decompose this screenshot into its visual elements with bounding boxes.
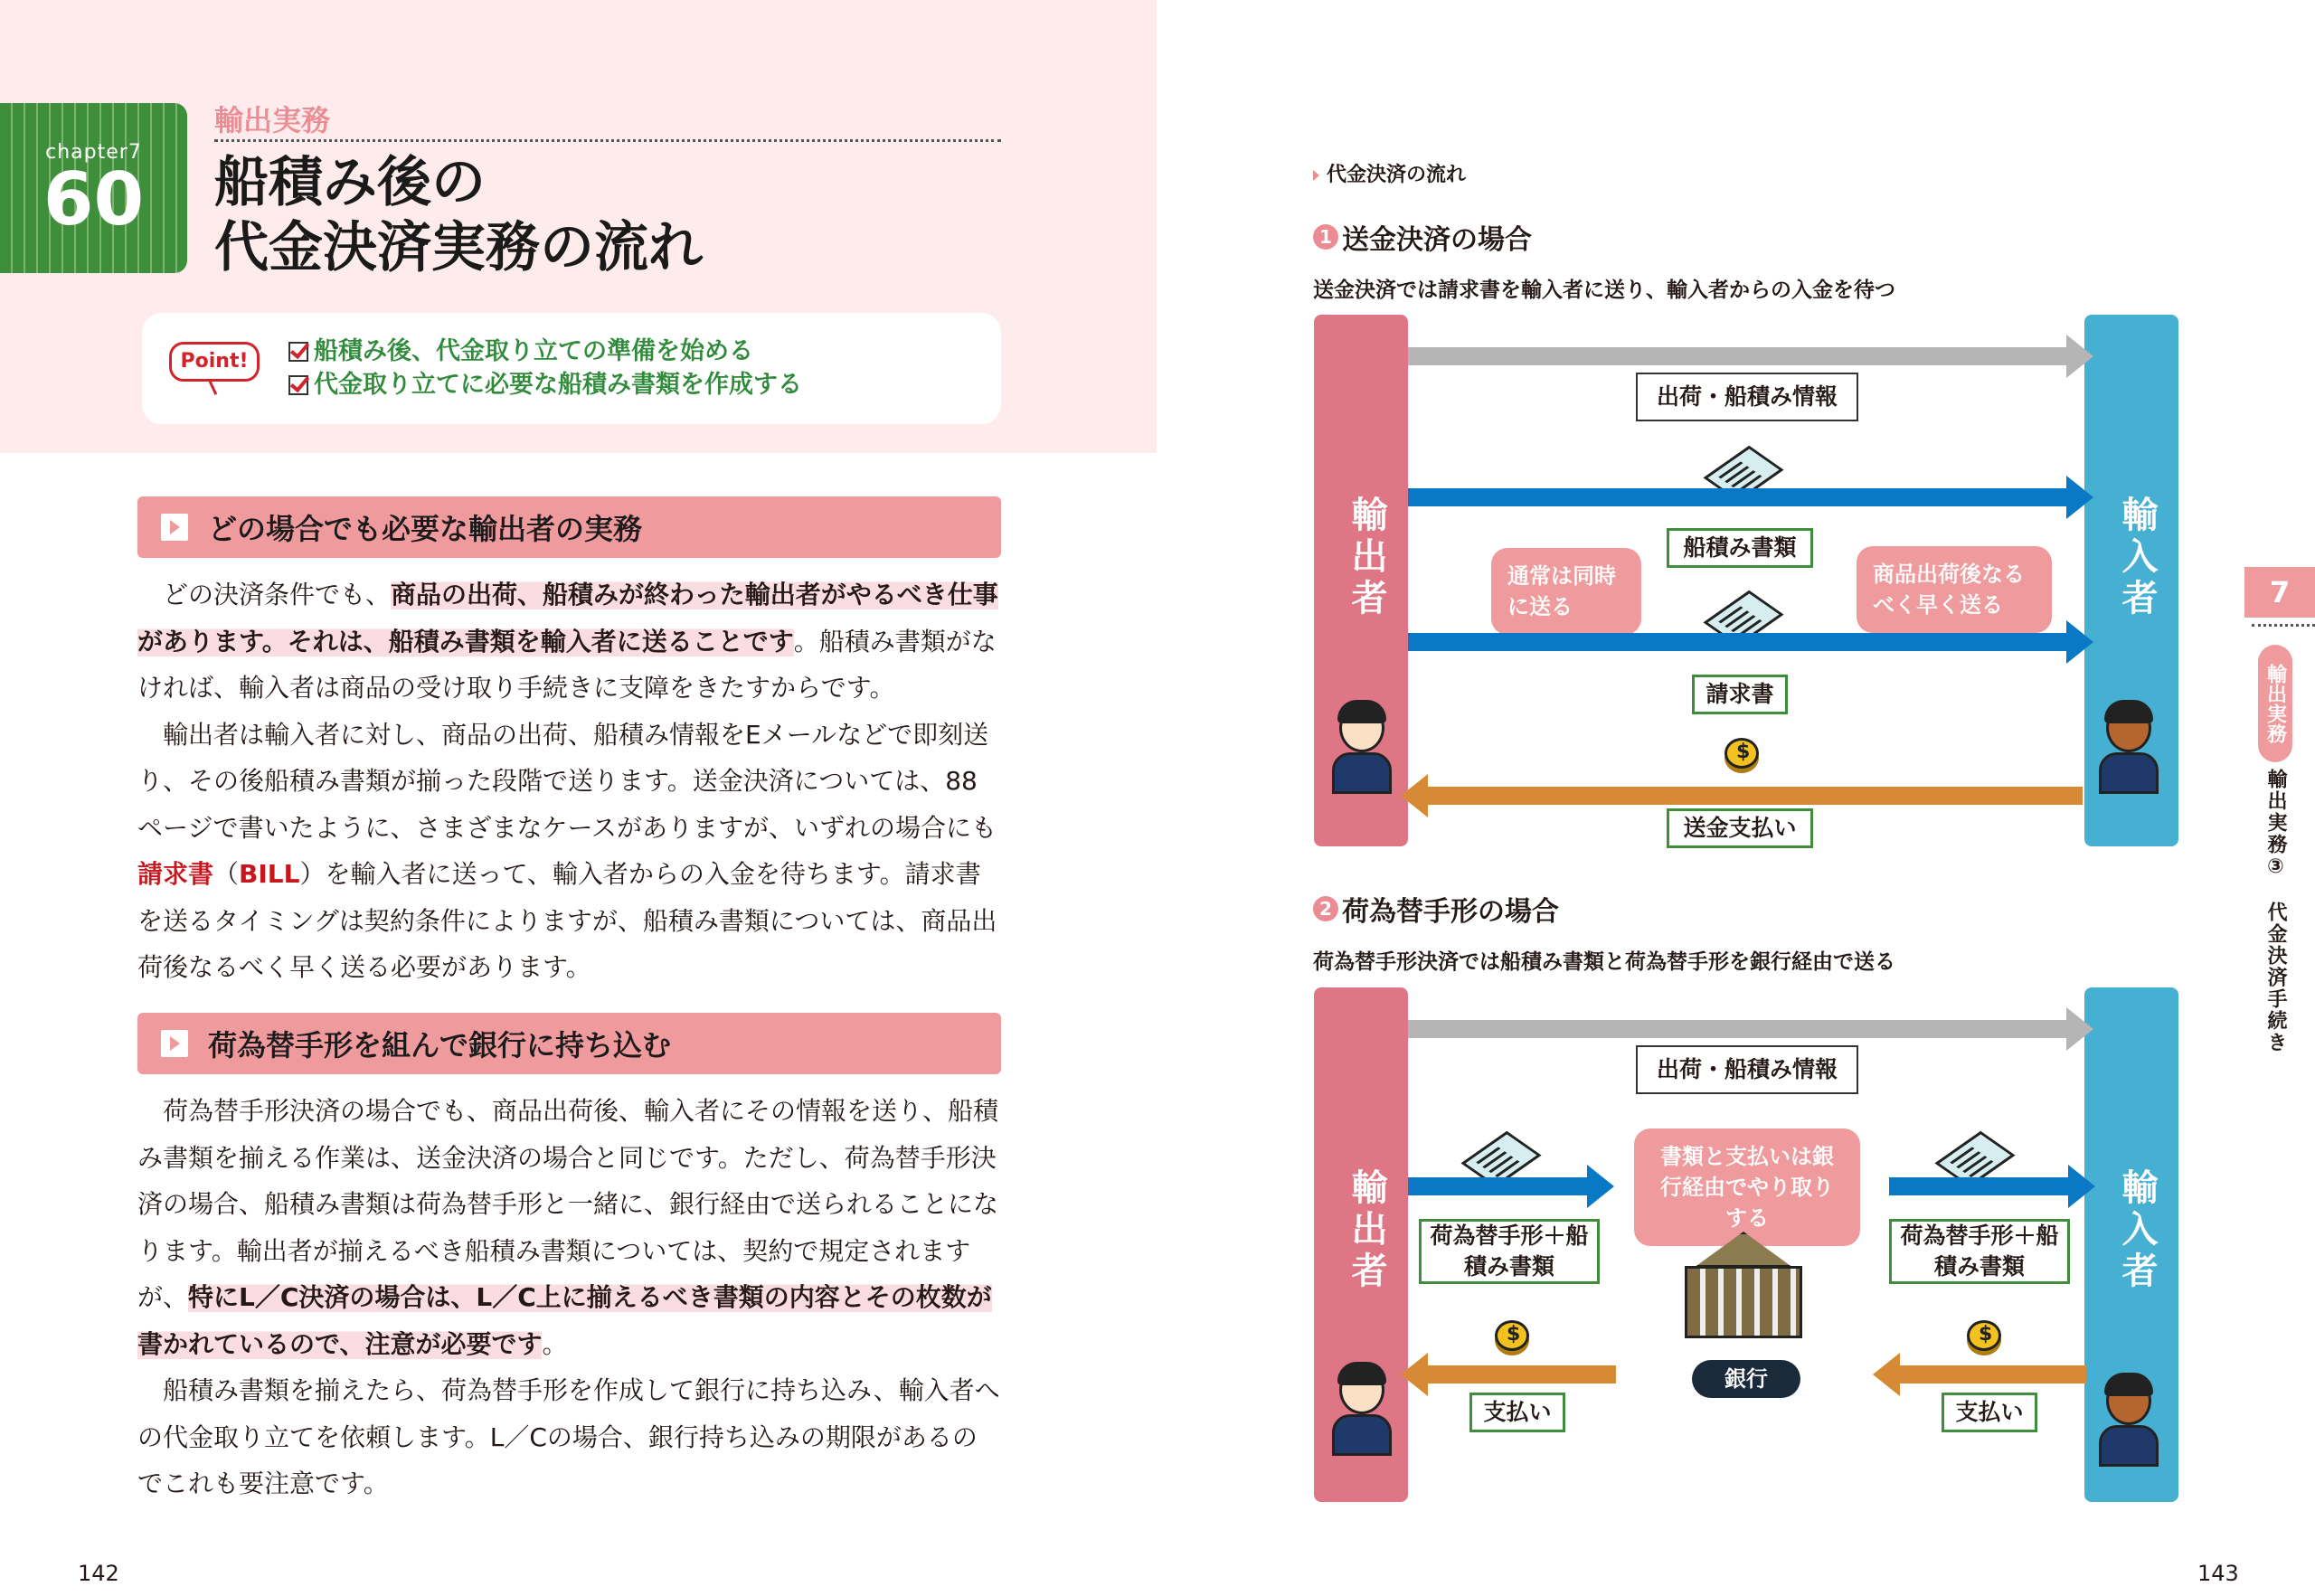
importer-label: 輸入者 (2116, 496, 2158, 620)
info-label: 出荷・船積み情報 (1636, 1045, 1858, 1094)
coin-icon (1967, 1320, 2001, 1351)
diagram2-description: 荷為替手形決済では船積み書類と荷為替手形を銀行経由で送る (1313, 950, 1895, 974)
diagram-remittance (1314, 315, 2178, 846)
text: 。 (542, 1328, 568, 1359)
paragraph (137, 712, 1001, 991)
heading-text: 送金決済の場合 (1342, 224, 1532, 256)
payment-label: 送金支払い (1667, 808, 1813, 848)
arrow-right-icon (1408, 633, 2068, 651)
play-icon (161, 1030, 188, 1057)
invoice-label: 請求書 (1692, 675, 1788, 714)
category-tab: 輸出実務 (2258, 645, 2292, 762)
chapter-tab: 7 (2244, 567, 2315, 618)
docs-label: 船積み書類 (1667, 528, 1813, 568)
chapter-number: 60 (43, 157, 145, 241)
heading-text: 荷為替手形の場合 (1342, 896, 1559, 928)
importer-avatar (2099, 704, 2159, 794)
arrow-left-icon (1426, 1365, 1616, 1384)
importer-label: 輸入者 (2116, 1168, 2158, 1293)
diagram2-heading (1313, 889, 1559, 929)
section-heading-1 (137, 496, 1001, 558)
arrow-right-icon (1889, 1177, 2070, 1195)
category-label: 輸出実務 (214, 103, 331, 137)
exporter-avatar (1332, 704, 1392, 794)
payment-label-left: 支払い (1469, 1393, 1565, 1432)
coin-icon (1495, 1320, 1529, 1351)
number-circle-icon: 1 (1313, 224, 1338, 250)
point-item (288, 335, 802, 368)
checkbox-icon (288, 375, 308, 395)
paragraph: 船積み書類を揃えたら、荷為替手形を作成して銀行に持ち込み、輸入者への代金取り立てを依頼します。L／Cの場合、銀行持ち込みの期限があるのでこれも要注意です。 (137, 1375, 1000, 1498)
text: ）を輸入者に送って、輸入者からの入金を待ちます。請求書を送るタイミングは契約条件によりますが、船積み書類については、商品出荷後なるべく早く送る必要があります。 (137, 859, 997, 982)
text: 荷為替手形決済の場合でも、商品出荷後、輸入者にその情報を送り、船積み書類を揃える作業は、送金決済の場合と同じです。ただし、荷為替手形決済の場合、船積み書類は荷為替手形と一緒に、銀行経由で送られることになります。輸出者が揃えるべき船積み書類については、契約で規定されますが、 (137, 1096, 999, 1312)
title-line-1: 船積み後の (214, 151, 486, 214)
figure-title: 代金決済の流れ (1313, 159, 1466, 187)
arrow-right-icon (1408, 1020, 2068, 1038)
point-box (142, 313, 1001, 424)
keyword: 請求書 (137, 859, 214, 889)
arrow-right-icon (1408, 1177, 1589, 1195)
section-body-2 (137, 1088, 1001, 1507)
text: 。船積み書類がなければ、輸入者は商品の受け取り手続きに支障をきたすからです。 (137, 626, 997, 703)
number-circle-icon: 2 (1313, 896, 1338, 921)
diagram1-heading (1313, 217, 1532, 257)
page-number-left: 142 (78, 1561, 119, 1586)
bank-icon (1676, 1232, 1811, 1349)
diagram-documentary-bill (1314, 987, 2178, 1502)
bill-label-left: 荷為替手形＋船積み書類 (1419, 1219, 1600, 1284)
chapter-badge (0, 103, 187, 273)
section-heading-text: どの場合でも必要な輸出者の実務 (208, 512, 643, 546)
text: （ (213, 859, 240, 889)
payment-label-right: 支払い (1942, 1393, 2037, 1432)
exporter-avatar (1332, 1365, 1392, 1456)
section-heading-text: 荷為替手形を組んで銀行に持ち込む (208, 1028, 672, 1062)
arrow-right-icon (1408, 488, 2068, 506)
point-item (288, 368, 802, 401)
paragraph (137, 1088, 1001, 1367)
bill-label-right: 荷為替手形＋船積み書類 (1889, 1219, 2070, 1284)
page-title (214, 150, 703, 280)
coin-icon (1724, 738, 1759, 769)
highlighted-text: 商品の出荷、船積みが終わった輸出者がやるべき仕事があります。それは、船積み書類を輸入者に送ることです (137, 580, 998, 656)
section-heading-2 (137, 1013, 1001, 1074)
paragraph (137, 571, 1001, 712)
checkbox-icon (288, 342, 308, 362)
bank-label: 銀行 (1692, 1360, 1800, 1398)
arrow-right-icon (1408, 347, 2068, 365)
callout-left: 通常は同時に送る (1491, 548, 1641, 635)
info-label: 出荷・船積み情報 (1636, 373, 1858, 421)
highlighted-text: 特にL／C決済の場合は、L／C上に揃えるべき書類の内容とその枚数が書かれているので、注意が必要です (137, 1282, 992, 1359)
text: どの決済条件でも、 (163, 580, 392, 609)
callout-center: 書類と支払いは銀行経由でやり取りする (1634, 1129, 1860, 1246)
page-number-right: 143 (2197, 1561, 2239, 1586)
exporter-label: 輸出者 (1346, 496, 1387, 620)
callout-right: 商品出荷後なるべく早く送る (1857, 546, 2052, 633)
text: 輸出者は輸入者に対し、商品の出荷、船積み情報をEメールなどで即刻送り、その後船積み書類が揃った段階で送ります。送金決済については、88ページで書いたように、さまざまなケースがありますが、いずれの場合にも (137, 719, 997, 843)
play-icon (161, 514, 188, 541)
point-text: 船積み後、代金取り立ての準備を始める (314, 337, 753, 365)
importer-avatar (2099, 1376, 2159, 1467)
keyword: BILL (239, 859, 300, 889)
diagram1-description: 送金決済では請求書を輸入者に送り、輸入者からの入金を待つ (1313, 279, 1895, 302)
dotted-divider (214, 139, 1001, 142)
section-body-1 (137, 571, 1001, 991)
section-tab-text: 輸出実務③ 代金決済手続き (2264, 769, 2287, 1053)
title-line-2: 代金決済実務の流れ (214, 216, 703, 279)
point-text: 代金取り立てに必要な船積み書類を作成する (314, 371, 802, 399)
chapter-label: chapter7 (45, 141, 142, 164)
exporter-label: 輸出者 (1346, 1168, 1387, 1293)
tab-divider (2252, 624, 2315, 627)
point-badge: Point! (169, 342, 260, 382)
arrow-left-icon (1426, 787, 2083, 805)
arrow-left-icon (1898, 1365, 2086, 1384)
